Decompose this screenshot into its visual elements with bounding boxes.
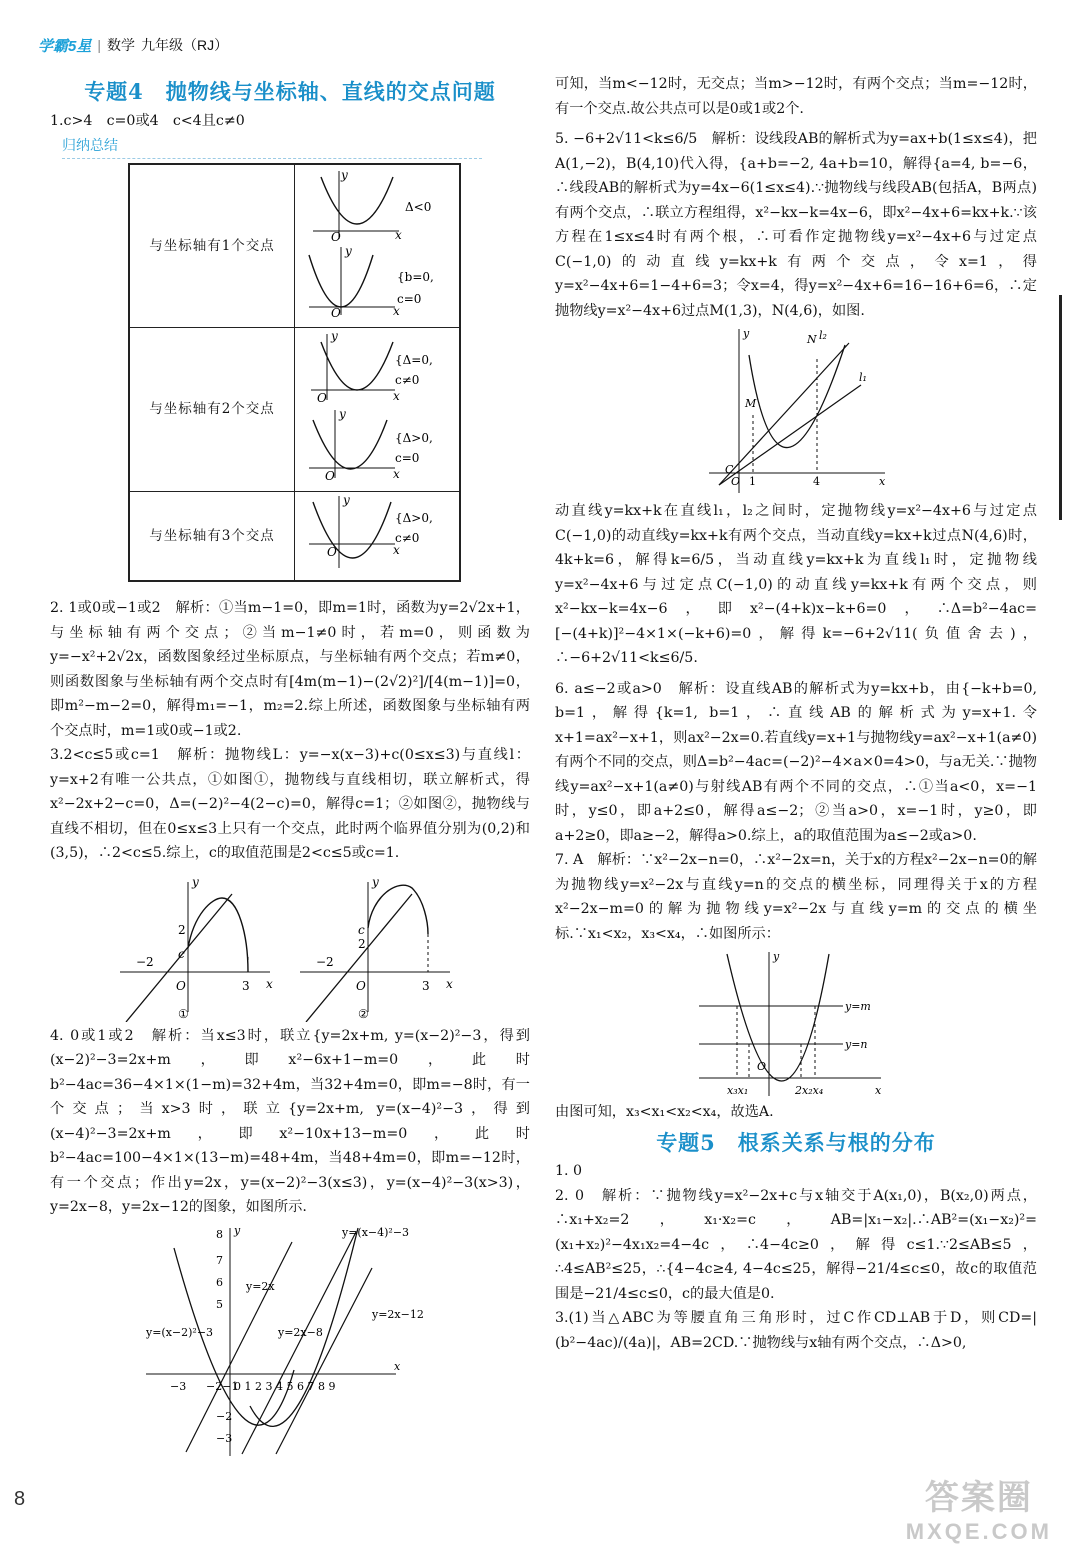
svg-text:c=0: c=0	[395, 451, 420, 465]
svg-text:−2−1: −2−1	[206, 1379, 239, 1393]
page-header	[38, 30, 228, 60]
svg-text:{b=0,: {b=0,	[397, 269, 434, 284]
svg-text:O: O	[327, 544, 337, 559]
svg-text:O: O	[356, 978, 366, 993]
svg-text:−2: −2	[216, 1409, 233, 1423]
svg-text:2x₂x₄: 2x₂x₄	[795, 1084, 824, 1097]
svg-text:x: x	[266, 976, 273, 991]
summary-table	[128, 163, 461, 583]
answer-4-graph	[146, 1224, 446, 1456]
row-label: 与坐标轴有1个交点	[129, 164, 295, 328]
summary-tag: 归纳总结	[62, 133, 482, 159]
svg-text:N: N	[807, 333, 817, 346]
svg-text:2: 2	[178, 922, 186, 937]
svg-text:7: 7	[216, 1253, 223, 1267]
svg-text:0 1 2 3 4 5 6 7 8 9: 0 1 2 3 4 5 6 7 8 9	[234, 1379, 336, 1393]
svg-text:y: y	[341, 167, 348, 182]
svg-text:O: O	[325, 469, 335, 482]
svg-text:4: 4	[813, 475, 820, 488]
table-row	[129, 164, 460, 328]
header-divider: |	[97, 37, 101, 53]
svg-text:c≠0: c≠0	[395, 530, 420, 545]
svg-text:y=(x−2)²−3: y=(x−2)²−3	[146, 1325, 214, 1339]
svg-text:y: y	[372, 874, 379, 889]
answer-2: 2. 1或0或−1或2 解析：①当m−1=0，即m=1时，函数为y=2√2x+1，与坐标轴有两个交点；②当m−1≠0时，若m=0，则函数为y=−x²+2√2x，函数图象经过坐标原点，与坐标轴有两个交点；若m≠0，则函数图象与坐标轴有两个交点时有[4m(m−1)−(2√2)²]/[4(m−1)]=0，即m²−m−2=0，解得m₁=−1，m₂=2.综上所述，函数图象与坐标轴有两个交点时，m=1或0或−1或2.	[50, 600, 530, 739]
answer-7-graph	[699, 948, 885, 1098]
svg-text:y=2x−12: y=2x−12	[372, 1307, 424, 1321]
svg-text:l₁: l₁	[859, 371, 867, 384]
svg-text:x: x	[446, 976, 453, 991]
svg-text:c: c	[178, 946, 185, 961]
svg-text:O: O	[731, 475, 741, 488]
svg-text:y=2x−8: y=2x−8	[278, 1325, 323, 1339]
svg-text:3: 3	[242, 978, 250, 993]
svg-text:O: O	[331, 305, 341, 319]
svg-text:y: y	[339, 407, 346, 421]
topic-5-title: 专题5 根系关系与根的分布	[656, 1129, 936, 1155]
page-edge-bar	[1059, 295, 1062, 520]
header-grade: 九年级（RJ）	[140, 37, 229, 53]
svg-text:{Δ=0,: {Δ=0,	[395, 353, 433, 367]
row-graphs	[295, 328, 461, 492]
svg-text:y=m: y=m	[845, 1000, 871, 1013]
svg-text:x: x	[393, 303, 400, 318]
svg-text:x: x	[393, 467, 400, 481]
topic-4-title: 专题4 抛物线与坐标轴、直线的交点问题	[84, 79, 496, 104]
svg-text:y: y	[773, 950, 780, 963]
svg-text:y=n: y=n	[845, 1038, 868, 1051]
answer-7: 7. A 解析：∵x²−2x−n=0，∴x²−2x=n，关于x的方程x²−2x−n=0的解为抛物线y=x²−2x与直线y=n的交点的横坐标，同理得关于x的方程x²−2x−m=0的解为抛物线y=x²−2x与直线y=m的交点的横坐标.∵x₁<x₂，x₃<x₄，∴如图所示：	[555, 852, 1037, 942]
watermark-line-1: 答案圈	[924, 1479, 1033, 1517]
table-row	[129, 328, 460, 492]
row-1-graphs	[295, 165, 459, 319]
brand-logo: 学霸5星	[38, 37, 92, 55]
figure-1	[120, 872, 280, 1022]
table-row	[129, 491, 460, 581]
svg-text:c=0: c=0	[397, 291, 422, 306]
svg-text:M: M	[745, 397, 757, 410]
svg-text:x: x	[395, 227, 402, 242]
row-graphs	[295, 491, 461, 581]
answer-1: 1.c>4 c=0或4 c<4且c≠0	[50, 112, 245, 129]
svg-text:x: x	[394, 1359, 401, 1373]
svg-text:5: 5	[216, 1297, 223, 1311]
svg-text:y=(x−4)²−3: y=(x−4)²−3	[342, 1225, 410, 1239]
svg-text:c: c	[358, 922, 365, 937]
row-graphs	[295, 164, 461, 328]
answer-4: 4. 0或1或2 解析：当x≤3时，联立{y=2x+m, y=(x−2)²−3，得到(x−2)²−3=2x+m，即x²−6x+1−m=0，此时b²−4ac=36−4×1×(1−m)=32+4m，当32+4m=0，即m=−8时，有一个交点；当x>3时，联立{y=2x+m, y=(x−4)²−3，得到(x−4)²−3=2x+m，即x²−10x+13−m=0，此时b²−4ac=100−4×1×(13−m)=48+4m，当48+4m=0，即m=−12时，有一个交点；作出y=2x，y=(x−2)²−3(x≤3)，y=(x−4)²−3(x>3)，y=2x−8，y=2x−12的图象，如图所示.	[50, 1027, 530, 1215]
svg-text:y: y	[343, 492, 350, 507]
row-label: 与坐标轴有2个交点	[129, 328, 295, 492]
svg-text:−3: −3	[170, 1379, 187, 1393]
header-subject: 数学	[106, 37, 135, 53]
svg-text:x: x	[879, 475, 886, 488]
svg-text:O: O	[331, 229, 341, 244]
svg-text:{Δ>0,: {Δ>0,	[395, 431, 433, 445]
svg-text:Δ<0: Δ<0	[405, 199, 432, 214]
svg-text:O: O	[757, 1060, 767, 1073]
row-label: 与坐标轴有3个交点	[129, 491, 295, 581]
svg-text:y: y	[234, 1223, 241, 1237]
answer-3: 3.2<c≤5或c=1 解析：抛物线L：y=−x(x−3)+c(0≤x≤3)与直线l：y=x+2有唯一公共点，①如图①，抛物线与直线相切，联立解析式，得x²−2x+2−c=0，Δ=(−2)²−4(2−c)=0，解得c=1；②如图②，抛物线与直线不相切，但在0≤x≤3上只有一个交点，此时两个临界值分别为(0,2)和(3,5)，∴2<c≤5.综上，c的取值范围是2<c≤5或c=1.	[50, 747, 530, 861]
answer-5-continued: 动直线y=kx+k在直线l₁，l₂之间时，定抛物线y=x²−4x+6与过定点C(−1,0)的动直线y=kx+k有两个交点，当动直线y=kx+k过点N(4,6)时，4k+k=6，解得k=6/5，当动直线y=kx+k为直线l₁时，定抛物线y=x²−4x+6与过定点C(−1,0)的动直线y=kx+k有两个交点，则x²−kx−k=4x−6，即x²−(4+k)x−k+6=0，∴Δ=b²−4ac=[−(4+k)]²−4×1×(−k+6)=0，解得k=−6+2√11(负值舍去)，∴−6+2√11<k≤6/5.	[555, 503, 1037, 666]
answer-4-continued: 可知，当m<−12时，无交点；当m>−12时，有两个交点；当m=−12时，有一个交点.故公共点可以是0或1或2个.	[555, 76, 1037, 117]
svg-text:−2: −2	[136, 954, 154, 969]
answer-7-conclusion: 由图可知，x₃<x₁<x₂<x₄，故选A.	[555, 1104, 774, 1120]
watermark-line-2: MXQE.COM	[905, 1519, 1052, 1544]
svg-text:−3: −3	[216, 1431, 233, 1445]
svg-text:O: O	[317, 391, 327, 405]
topic-5-answer-3: 3.(1)当△ABC为等腰直角三角形时，过C作CD⊥AB于D，则CD=|(b²−4ac)/(4a)|，AB=2CD.∵抛物线与x轴有两个交点，∴Δ>0,	[555, 1310, 1037, 1351]
svg-text:x: x	[393, 389, 400, 403]
svg-text:2: 2	[358, 936, 366, 951]
svg-text:y: y	[345, 243, 352, 258]
svg-text:l₂: l₂	[819, 329, 827, 342]
svg-text:x: x	[875, 1084, 882, 1097]
topic-5-answer-1: 1. 0	[555, 1163, 583, 1179]
right-column	[555, 72, 1037, 1355]
svg-text:c≠0: c≠0	[395, 373, 420, 387]
svg-text:①: ①	[178, 1006, 189, 1021]
answer-5: 5. −6+2√11<k≤6/5 解析：设线段AB的解析式为y=ax+b(1≤x≤4)，把A(1,−2)，B(4,10)代入得，{a+b=−2, 4a+b=10，解得{a=4, b=−6，∴线段AB的解析式为y=4x−6(1≤x≤4).∵抛物线与线段AB(包括A，B两点)有两个交点，∴联立方程组得，x²−kx−k=4x−6，即x²−4x+6=kx+k.∵该方程在1≤x≤4时有两个根，∴可看作定抛物线y=x²−4x+6与过定点C(−1,0)的动直线y=kx+k有两个交点，令x=1，得y=x²−4x+6=1−4+6=3；令x=4，得y=x²−4x+6=16−16+6=6，∴定抛物线y=x²−4x+6过点M(1,3)，N(4,6)，如图.	[555, 131, 1037, 319]
svg-text:C: C	[725, 463, 734, 476]
svg-text:y: y	[331, 329, 338, 343]
svg-text:O: O	[176, 978, 186, 993]
row-2-graphs	[295, 328, 459, 482]
svg-text:x: x	[393, 542, 400, 557]
watermark	[906, 1470, 1052, 1545]
svg-text:6: 6	[216, 1275, 223, 1289]
answer-5-graph	[709, 325, 889, 497]
svg-text:x₃x₁: x₃x₁	[727, 1084, 749, 1097]
row-3-graphs	[295, 492, 459, 572]
svg-text:{Δ>0,: {Δ>0,	[395, 510, 433, 525]
svg-text:3: 3	[422, 978, 430, 993]
left-column	[50, 72, 530, 1456]
svg-text:y: y	[192, 874, 199, 889]
topic-5-answer-2: 2. 0 解析：∵抛物线y=x²−2x+c与x轴交于A(x₁,0)，B(x₂,0)两点，∴x₁+x₂=2，x₁·x₂=c，AB=|x₁−x₂|.∴AB²=(x₁−x₂)²=(x₁+x₂)²−4x₁x₂=4−4c，∴4−4c≥0，解得c≤1.∵2≤AB≤5，∴4≤AB²≤25，∴{4−4c≥4, 4−4c≤25，解得−21/4≤c≤0，故c的取值范围是−21/4≤c≤0，c的最大值是0.	[555, 1187, 1037, 1302]
figure-row	[50, 872, 530, 1022]
svg-text:1: 1	[749, 475, 756, 488]
svg-text:−2: −2	[316, 954, 334, 969]
figure-2	[300, 872, 460, 1022]
answer-6: 6. a≤−2或a>0 解析：设直线AB的解析式为y=kx+b，由{−k+b=0, b=1，解得{k=1, b=1，∴直线AB的解析式为y=x+1.令x+1=ax²−x+1，则ax²−2x=0.若直线y=x+1与抛物线y=ax²−x+1(a≠0)有两个不同的交点，则Δ=b²−4ac=(−2)²−4×a×0=4>0，与a无关.∵抛物线y=ax²−x+1(a≠0)与射线AB有两个不同的交点，∴①当a<0，x=−1时，y≤0，即a+2≤0，解得a≤−2；②当a>0，x=−1时，y≥0，即a+2≥0，即a≥−2，解得a>0.综上，a的取值范围为a≤−2或a>0.	[555, 680, 1037, 844]
svg-text:8: 8	[216, 1227, 223, 1241]
page-number: 8	[14, 1488, 26, 1510]
svg-text:②: ②	[358, 1006, 369, 1021]
svg-text:y=2x: y=2x	[246, 1279, 275, 1293]
svg-text:y: y	[743, 327, 750, 340]
